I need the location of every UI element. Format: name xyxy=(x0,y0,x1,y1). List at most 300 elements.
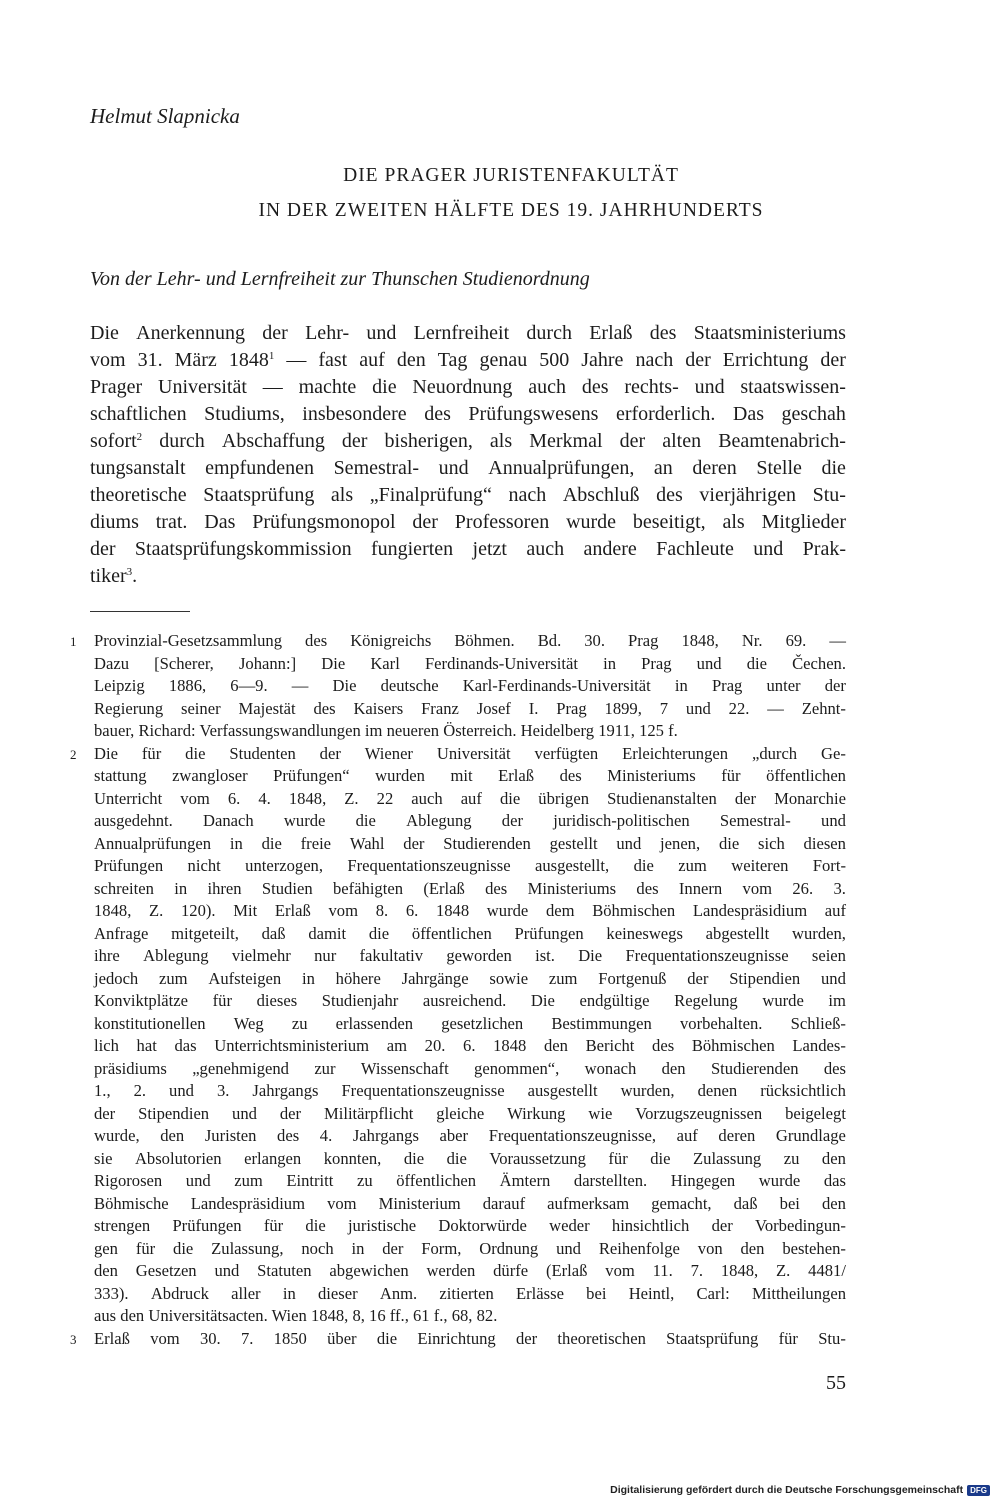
footnote-word: zum xyxy=(159,968,188,988)
footnote-number: 1 xyxy=(70,634,77,649)
footnote-word: des xyxy=(823,1058,846,1078)
footnote-word: ausgedehnt. xyxy=(94,811,173,830)
body-word: Abschaffung xyxy=(221,430,325,452)
footnote-word: Wahl xyxy=(349,833,385,853)
body-word: Stu- xyxy=(812,484,846,506)
body-line xyxy=(90,320,846,347)
footnote-word: die xyxy=(173,1238,194,1258)
footnote-word: gleiche xyxy=(436,1103,485,1123)
body-word: der xyxy=(262,322,288,344)
body-word: nach xyxy=(635,349,674,371)
footnote-word: Absolutorien xyxy=(134,1148,222,1168)
footnote-word: und xyxy=(556,1238,581,1258)
footnote-word: 1848, xyxy=(94,901,132,920)
footnote-word: Rigorosen xyxy=(94,1171,163,1190)
footnote-word: die xyxy=(446,1148,467,1168)
footnote-word: der xyxy=(515,1328,538,1348)
footnote-word: der xyxy=(94,1103,116,1123)
footnote-word: Frequentationszeugnisse xyxy=(341,1081,505,1100)
footnote-number: 3 xyxy=(70,1331,77,1347)
footnote-line xyxy=(94,1238,846,1261)
footnote-word: der xyxy=(382,1238,404,1258)
footnote-word: 69. xyxy=(785,631,807,650)
footnote-word: 1848 xyxy=(435,901,470,920)
footnote-word: bestehen- xyxy=(782,1238,846,1258)
footnote-word: 7 xyxy=(659,698,669,718)
footnote-word: Landespräsidium xyxy=(692,901,808,920)
footnote-body xyxy=(94,743,846,1328)
body-word: als xyxy=(489,430,513,452)
body-word: Studiums, xyxy=(204,403,285,425)
footnote-word: fakultativ xyxy=(359,946,424,965)
footnote-line: bauer, Richard: Verfassungswandlungen im neueren Österreich. Heidelberg 1911, 125 f. xyxy=(94,721,678,740)
footnote-word: 30. xyxy=(584,631,605,650)
footnote-word: gestellt xyxy=(549,833,598,853)
footnote-word: Erlaß xyxy=(498,766,535,785)
body-word: Universität xyxy=(158,376,247,398)
footnote-word: ist. xyxy=(535,946,555,965)
footnote-word: endgültige xyxy=(579,991,650,1010)
body-word: Annualprüfungen, xyxy=(488,457,635,479)
footnote-word: Bericht xyxy=(585,1036,635,1055)
footnote-word: Studierenden xyxy=(710,1058,799,1078)
body-word: deren xyxy=(692,457,737,479)
footnote-word: aber xyxy=(439,1126,469,1145)
footnote-word: die xyxy=(376,1328,398,1348)
footnote-word: — xyxy=(767,698,784,718)
footnote-word: und xyxy=(185,1171,211,1190)
footnote-word: den xyxy=(94,1261,118,1280)
footnote-word: den xyxy=(543,1036,568,1055)
footnote-word: hat xyxy=(136,1036,157,1055)
article-title xyxy=(0,158,1000,228)
footnote-word: Semestral- xyxy=(719,811,791,830)
footnote-word: vom xyxy=(742,878,773,898)
footnote-body xyxy=(94,1328,846,1352)
body-text-segment: tiker xyxy=(90,565,127,587)
footnote-word: gesetzlichen xyxy=(441,1013,524,1033)
footnote-word: wurden, xyxy=(620,1081,675,1100)
footnote-line xyxy=(94,765,846,788)
footnote-line xyxy=(94,855,846,878)
footnote-word: Staatsprüfung xyxy=(666,1328,759,1348)
footnote-word: Danach xyxy=(203,811,254,830)
footnote-word: in xyxy=(301,968,315,988)
footnote-word: vom xyxy=(150,1328,180,1348)
footnote-word: und xyxy=(820,968,846,988)
footnote-word: Mittheilungen xyxy=(751,1283,846,1303)
footnote-word: 1899, xyxy=(604,698,642,718)
footnote-word: ausgestellt xyxy=(527,1081,598,1100)
body-word: Beamtenabrich- xyxy=(718,430,846,452)
footnote-word: Prag xyxy=(556,698,587,718)
section-heading: Von der Lehr- und Lernfreiheit zur Thunschen Studienordnung xyxy=(90,268,590,290)
footnote-word: verfügten xyxy=(534,743,599,763)
footnote-line xyxy=(94,923,846,946)
footnote-word: des xyxy=(313,698,336,718)
body-word: jetzt xyxy=(472,538,507,560)
footnote-word: die xyxy=(368,923,390,943)
body-word: Anerkennung xyxy=(136,322,246,344)
footnote-word: 120). xyxy=(180,901,216,920)
body-word: Abschluß xyxy=(562,484,640,506)
footnote-word: Ferdinands-Universität xyxy=(424,653,578,673)
footnote-word: Böhmischen xyxy=(592,901,676,920)
footnote-word: wurden xyxy=(375,766,425,785)
body-line xyxy=(90,482,846,509)
footnote-word: Fort- xyxy=(812,856,846,875)
footnote-word: die xyxy=(650,1148,671,1168)
footnote-word: Studienjahr xyxy=(321,991,399,1010)
footnote-word: Z. xyxy=(344,788,359,808)
footnote-word: Karl-Ferdinands-Universität xyxy=(462,676,651,695)
footnote-word: Doktorwürde xyxy=(438,1216,527,1235)
footnote-word: theoretischen xyxy=(557,1328,646,1348)
footnote-word: Einrichtung xyxy=(417,1328,496,1348)
body-word: des xyxy=(424,403,451,425)
footnote-word: 20. xyxy=(424,1036,446,1055)
footnote-word: Majestät xyxy=(238,698,296,718)
footnote-word: Leipzig xyxy=(94,676,145,695)
body-word: Staatsprüfung xyxy=(203,484,315,506)
footnote-word: 22 xyxy=(376,788,394,808)
body-word: Fachleute xyxy=(656,538,734,560)
footnote-word: Unterricht xyxy=(94,788,163,808)
body-line xyxy=(90,455,846,482)
footnote-number: 2 xyxy=(70,746,77,762)
footnote-word: des xyxy=(305,631,328,650)
footnote-word: auf xyxy=(824,901,846,920)
footnote-word: der xyxy=(279,1103,302,1123)
footnote-word: 1., xyxy=(94,1081,111,1100)
body-word: alten xyxy=(662,430,702,452)
footnote-word: befähigten xyxy=(332,878,403,898)
body-word: — xyxy=(286,349,307,371)
footnote xyxy=(70,743,846,1328)
footnote-word: (Erlaß xyxy=(545,1261,588,1280)
footnote-word: unter xyxy=(766,676,801,695)
footnote-word: Anm. xyxy=(379,1283,418,1303)
footnote-word: sowie xyxy=(489,968,529,988)
footnote-word: „durch xyxy=(751,743,798,763)
footnote-word: Böhmische xyxy=(94,1193,169,1213)
footnote-word: lich xyxy=(94,1036,119,1055)
footnote-word: Böhmischen xyxy=(691,1036,775,1055)
footnote-word: Vorbedingun- xyxy=(755,1216,846,1235)
footnote-word: Franz xyxy=(421,698,459,718)
footnote-word: daß xyxy=(733,1193,758,1213)
footnote-word: und xyxy=(616,833,642,853)
footnote-word: vom xyxy=(180,788,210,808)
footnote-word: Die xyxy=(321,653,346,673)
footnote-word: in xyxy=(282,1283,296,1303)
footnote-word: Schließ- xyxy=(790,1013,846,1033)
footnote-line xyxy=(94,833,846,856)
footnote-word: Annualprüfungen xyxy=(94,833,212,853)
digitization-credit xyxy=(610,1484,990,1496)
footnote-word: der xyxy=(734,788,757,808)
footnote-line xyxy=(94,1125,846,1148)
footnote-word: Prag xyxy=(641,653,672,673)
footnote-word: Regelung xyxy=(674,991,738,1010)
footnote-word: rücksichtlich xyxy=(760,1081,846,1100)
footnote-word: öffentlichen xyxy=(396,1171,477,1190)
footnote-word: (Erlaß xyxy=(423,878,465,898)
footnote-word: vorbehalten. xyxy=(679,1013,763,1033)
footnote-word: nur xyxy=(314,946,337,965)
footnote-word: weder xyxy=(549,1216,590,1235)
footnote-word: noch xyxy=(301,1238,334,1258)
footnote-word: höhere xyxy=(335,968,381,988)
body-word: 31. xyxy=(137,349,163,371)
body-paragraph xyxy=(90,320,846,590)
body-word: theoretische xyxy=(90,484,187,506)
footnote-word: Zulassung xyxy=(693,1148,762,1168)
footnote-word: wurde xyxy=(762,991,804,1010)
footnote-word: Abdruck xyxy=(150,1283,209,1303)
footnote-word: und xyxy=(169,1081,194,1100)
footnote-word: beigelegt xyxy=(785,1103,846,1123)
footnote-word: 7. xyxy=(240,1328,254,1348)
body-word: der xyxy=(685,349,711,371)
title-line: DIE PRAGER JURISTENFAKULTÄT xyxy=(343,165,679,186)
body-word: nach xyxy=(508,484,547,506)
footnote-word: strengen xyxy=(94,1216,151,1235)
footnote-word: Böhmen. xyxy=(454,631,515,650)
footnote-word: Eintritt xyxy=(286,1171,334,1190)
footnote-word: in xyxy=(674,676,688,695)
footnote-word: öffentlichen xyxy=(411,923,492,943)
body-word: als xyxy=(722,511,745,533)
body-line xyxy=(90,401,846,428)
body-word: rechts- xyxy=(624,376,679,398)
body-word: und xyxy=(753,538,784,560)
footnote-word: 11. xyxy=(652,1261,673,1280)
footnote-word: daß xyxy=(261,923,286,943)
body-word: Das xyxy=(204,511,236,533)
footnote-word: Erleichterungen xyxy=(622,743,729,763)
footnote-word: Prüfungen xyxy=(94,856,164,875)
footnote-word: 8. xyxy=(375,901,389,920)
footnote-word: vom xyxy=(605,1261,635,1280)
footnote-word: Jahrgangs xyxy=(352,1126,419,1145)
footnote-line: aus den Universitätsacten. Wien 1848, 8, 16 ff., 61 f., 68, 82. xyxy=(94,1306,498,1325)
footnote-word: 6. xyxy=(227,788,241,808)
footnote-ref[interactable]: 3 xyxy=(126,566,133,578)
footnote-word: Bestimmungen xyxy=(551,1013,652,1033)
body-word: des xyxy=(656,484,683,506)
footnote-word: werden xyxy=(426,1261,476,1280)
footnote-word: die xyxy=(633,856,654,875)
footnote-line xyxy=(94,1328,846,1351)
body-word: Prak- xyxy=(802,538,846,560)
body-word: auf xyxy=(359,349,385,371)
footnote-line xyxy=(94,653,846,676)
footnote-word: Fortgenuß xyxy=(598,968,667,988)
footnote-word: dürfe xyxy=(493,1261,529,1280)
body-word: vom xyxy=(90,349,126,371)
footnote-word: erlassenden xyxy=(335,1013,414,1033)
footnote-word: wurde xyxy=(486,901,529,920)
body-word: durch xyxy=(526,322,572,344)
footnote-word: die xyxy=(718,833,740,853)
footnote-word: Militärpflicht xyxy=(323,1103,414,1123)
body-word: Das xyxy=(732,403,764,425)
body-word: der xyxy=(820,349,846,371)
body-word: und xyxy=(438,457,469,479)
body-text-segment: . xyxy=(132,565,138,587)
footnote-word: jedoch xyxy=(94,968,139,988)
body-word: Neuordnung xyxy=(412,376,513,398)
footnote-word: öffentlichen xyxy=(766,766,846,785)
footnote-word: abgestellt xyxy=(705,923,770,943)
body-line xyxy=(90,563,846,590)
footnote-word: Reihenfolge xyxy=(598,1238,680,1258)
footnote-word: hinsichtlich xyxy=(611,1216,690,1235)
footnote-word: über xyxy=(327,1328,357,1348)
footnote-word: Regierung xyxy=(94,698,164,718)
footnote-line xyxy=(94,1170,846,1193)
body-word: 500 xyxy=(539,349,570,371)
footnote-word: Prüfungen“ xyxy=(273,766,350,785)
footnote-word: Carl: xyxy=(696,1283,730,1303)
footnote-word: seien xyxy=(811,946,846,965)
body-word: Errichtung xyxy=(722,349,809,371)
footnote-word: Prüfungen xyxy=(172,1216,242,1235)
footnote-word: 1848, xyxy=(681,631,719,650)
body-word: Erlaß xyxy=(589,322,633,344)
footnote-word: konnten, xyxy=(323,1148,382,1168)
footnote-word: — xyxy=(829,631,846,650)
body-word: der xyxy=(619,430,646,452)
footnote-word: Wirkung xyxy=(507,1103,566,1123)
footnote-word: die xyxy=(746,653,767,673)
footnote-word: weiteren xyxy=(731,856,789,875)
footnote-word: für xyxy=(135,1238,156,1258)
footnote-word: für xyxy=(721,766,741,785)
footnote-word: aller xyxy=(231,1283,261,1303)
footnote-word: die xyxy=(305,1216,326,1235)
footnote-word: den xyxy=(661,1058,686,1078)
footnote-word: 1850 xyxy=(273,1328,307,1348)
footnote-word: zwangloser xyxy=(172,766,248,785)
body-word: Die xyxy=(90,322,119,344)
footnote-body xyxy=(94,630,846,743)
footnote-word: des xyxy=(277,1126,300,1145)
body-word: Semestral- xyxy=(333,457,420,479)
body-word: insbesondere xyxy=(302,403,407,425)
footnote-word: zum xyxy=(548,968,578,988)
body-word: trat. xyxy=(155,511,188,533)
footnote-word: sie xyxy=(94,1148,113,1168)
footnote-word: Ministerium xyxy=(378,1193,461,1213)
footnote-line xyxy=(94,990,846,1013)
footnote-word: wurde xyxy=(283,811,326,830)
footnote-word: stattung xyxy=(94,766,147,785)
footnote-line xyxy=(94,968,846,991)
footnote-word: Josef xyxy=(476,698,511,718)
footnote-word: der xyxy=(501,811,523,830)
body-word: den xyxy=(396,349,426,371)
footnote-ref[interactable]: 2 xyxy=(136,431,143,443)
body-word: des xyxy=(649,322,677,344)
footnote-word: schreiten xyxy=(94,878,154,898)
footnote-word: Zulassung, xyxy=(211,1238,284,1258)
footnote-word: Ämtern xyxy=(499,1171,551,1190)
footnote-word: Jahrgangs xyxy=(252,1081,319,1100)
footnote-word: Mit xyxy=(233,901,258,920)
footnote-word: dieses xyxy=(256,991,298,1010)
body-line xyxy=(90,428,846,455)
body-word: tungsanstalt xyxy=(90,457,186,479)
footnote-word: Erlaß xyxy=(94,1328,130,1348)
footnote-word: vielmehr xyxy=(231,946,291,965)
footnote-word: erlangen xyxy=(244,1148,302,1168)
body-word: der xyxy=(341,430,368,452)
footnote-word: Statuten xyxy=(257,1261,312,1280)
footnote-word: Provinzial-Gesetzsammlung xyxy=(94,631,283,650)
footnote-word: denen xyxy=(697,1081,738,1100)
footnote-line xyxy=(94,1215,846,1238)
dfg-logo-icon: DFG xyxy=(967,1485,990,1496)
footnote-word: vom xyxy=(327,1193,357,1213)
footnote-divider xyxy=(90,611,190,612)
footnote-word: Stipendien xyxy=(729,968,801,988)
footnote-word: und xyxy=(821,811,846,830)
footnote-word: Prüfungen xyxy=(514,923,584,943)
footnote-word: Kaisers xyxy=(353,698,404,718)
body-word: die xyxy=(821,457,846,479)
body-line xyxy=(90,374,846,401)
footnote-line xyxy=(94,1103,846,1126)
footnote-word: Die xyxy=(94,743,118,763)
footnote-word: 1848 xyxy=(493,1036,527,1055)
footnote-word: auf xyxy=(676,1126,698,1145)
body-word: schaftlichen xyxy=(90,403,187,425)
footnote-word: des xyxy=(636,878,659,898)
footnote-word: seiner xyxy=(180,698,221,718)
footnote-word: des xyxy=(485,878,508,898)
footnote-word: Form, xyxy=(421,1238,462,1258)
body-word: machte xyxy=(298,376,357,398)
footnote-word: für xyxy=(212,991,232,1010)
footnote-word: Die xyxy=(332,676,357,695)
footnote-word: Monarchie xyxy=(774,788,846,808)
footnote-word: [Scherer, xyxy=(154,653,214,673)
footnote-word: 6. xyxy=(405,901,419,920)
footnote-word: Prag xyxy=(628,631,659,650)
body-word: fungierten xyxy=(370,538,454,560)
body-word: andere xyxy=(583,538,637,560)
footnote-word: zu xyxy=(783,1148,800,1168)
footnote-word: Landes- xyxy=(792,1036,846,1055)
footnote-word: Erlaß xyxy=(274,901,311,920)
body-word: Lernfreiheit xyxy=(413,322,510,344)
footnote-word: wurde xyxy=(758,1171,801,1190)
footnote-word: Hingegen xyxy=(670,1171,736,1190)
footnote-word: Erlässe xyxy=(516,1283,564,1303)
body-line xyxy=(90,536,846,563)
footnote-word: sich xyxy=(758,833,785,853)
footnote-line xyxy=(94,1035,846,1058)
footnote-word: juristische xyxy=(347,1216,417,1235)
body-word: vierjährigen xyxy=(699,484,797,506)
footnote-ref[interactable]: 1 xyxy=(268,350,275,362)
footnote-word: darauf xyxy=(482,1193,526,1213)
footnote-word: für xyxy=(778,1328,798,1348)
footnote-word: Unterrichtsministerium xyxy=(214,1036,370,1055)
footnote-word: das xyxy=(823,1171,846,1190)
